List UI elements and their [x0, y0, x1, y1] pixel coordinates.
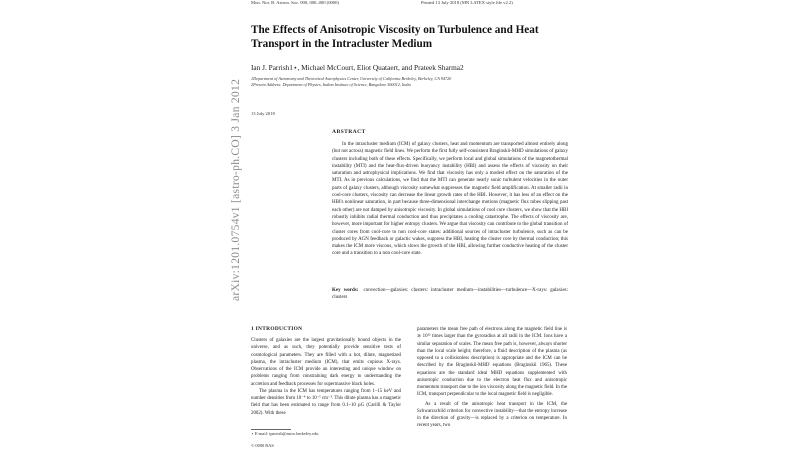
abstract-heading: ABSTRACT [332, 129, 366, 135]
author-list: Ian J. Parrish1⋆, Michael McCourt, Eliot Quataert, and Prateek Sharma2 [251, 63, 464, 72]
author-email-footnote: ⋆ E-mail: iparrish@astro.berkeley.edu [251, 431, 319, 436]
intro-paragraph: The plasma in the ICM has temperatures ranging from 1–15 keV and number densities from 10⁻⁴ to 10⁻¹ cm⁻³. This dilute plasma has a magnetic field that has been estimated to range from 0.1–10 µG (Carilli & Taylor 2002). With these [251, 388, 401, 416]
paper-title: The Effects of Anisotropic Viscosity on Turbulence and Heat Transport in the Intracluster Medium [251, 24, 539, 50]
intro-paragraph: parameters the mean free path of electrons along the magnetic field line is ≳ 10¹² times larger than the gyroradius at all radii in the ICM. Ions have a similar separation of scales. The mean free path is, however, always shorter than the local scale height; therefore, a fluid description of the plasma (as opposed to a collisionless description) is appropriate and the ICM can be described by the Braginskii-MHD equations (Braginskii 1965). These equations are the standard ideal MHD equations supplemented with anisotropic conduction due to the electron heat flux and anisotropic momentum transport due to the ion viscosity along the magnetic field. In the ICM, transport perpendicular to the local magnetic field is negligible. [417, 327, 567, 398]
arxiv-identifier-stamp: arXiv:1201.0754v1 [astro-ph.CO] 3 Jan 2012 [230, 78, 242, 301]
intro-paragraph: Clusters of galaxies are the largest gravitationally bound objects in the universe, and as such, they potentially provide sensitive tests of cosmological parameters. They are filled with a hot, dilute, magnetized plasma, the intracluster medium (ICM), that emits copious X-rays. Observations of the ICM provide an interesting and unique window on problems ranging from constraining dark energy to understanding the accretion and feedback processes for supermassive black holes. [251, 338, 401, 387]
intro-paragraph: As a result of the anisotropic heat transport in the ICM, the Schwarzschild criterion for convective instability—that the entropy increase in the direction of gravity—is replaced by a criterion on temperature. In recent years, two [417, 401, 567, 429]
section-heading-introduction: 1 INTRODUCTION [251, 326, 303, 332]
affiliation-1: 1Department of Astronomy and Theoretical Astrophysics Center, University of California Berkeley, Berkeley, CA 94720 [251, 76, 452, 81]
keywords-label: Key words: [332, 288, 359, 293]
right-margin [568, 0, 800, 450]
copyright-notice: © 0000 RAS [251, 443, 274, 448]
keywords-text: convection—galaxies: clusters: intracluster medium—instabilities—turbulence—X-rays: galaxies: clusters [332, 288, 569, 301]
left-margin [0, 0, 219, 450]
print-date-note: Printed 13 July 2018 (MN LATEX style file v2.2) [421, 0, 513, 5]
abstract-text: In the intracluster medium (ICM) of galaxy clusters, heat and momentum are transported almost entirely along (but not across) magnetic field lines. We perform the first fully self-consistent Braginskii-MHD simulations of galaxy clusters including both of these effects. Specifically, we perform local and global simulations of the magnetothermal instability (MTI) and the heat-flux-driven buoyancy instability (HBI) and assess the effects of viscosity on their saturation and astrophysical implications. We find that viscosity has only a modest effect on the saturation of the MTI. As in previous calculations, we find that the MTI can generate nearly sonic turbulent velocities in the outer parts of galaxy clusters, although viscosity somewhat suppresses the magnetic field amplification. At smaller radii in cool-core clusters, viscosity can decrease the linear growth rates of the HBI. However, it has less of an effect on the HBI's nonlinear saturation, in part because three-dimensional interchange motions (magnetic flux tubes slipping past each other) are not damped by anisotropic viscosity. In global simulations of cool core clusters, we show that the HBI robustly inhibits radial thermal conduction and thus precipitates a cooling catastrophe. The effects of viscosity are, however, more important for higher entropy clusters. We argue that viscosity can contribute to the global transition of cluster cores from cool-core to non cool-core states: additional sources of intracluster turbulence, such as can be produced by AGN feedback or galactic wakes, suppress the HBI, heating the cluster core by thermal conduction; this makes the ICM more viscous, which slows the growth of the HBI, allowing further conductive heating of the cluster core and a transition to a non cool-core state. [332, 142, 568, 257]
abstract-body [332, 141, 568, 258]
body-column-left [251, 337, 401, 417]
body-column-right [417, 326, 567, 430]
journal-citation: Mon. Not. R. Astron. Soc. 000, 000–000 (0000) [251, 0, 339, 5]
affiliation-2: 2Present Address: Department of Physics, Indian Institute of Science, Bangalore 560012, India [251, 82, 411, 87]
publication-date: 13 July 2018 [251, 111, 275, 116]
footnote-divider [251, 429, 291, 430]
keywords [332, 287, 568, 302]
